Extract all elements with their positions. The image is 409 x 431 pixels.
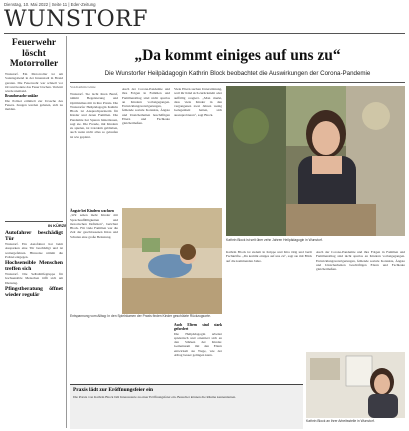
event-box-text [73,395,301,427]
briefs [5,229,63,429]
article-col-3 [174,87,222,205]
article-col-5-text: Die Heilpädagogin arbeitet spielerisch und orientiert sich an den Stärken der Kinder. Gemeinsam mit den Eltern entwickelt sie Wege, wie der Alltag besser gelingen kann. [174,331,222,357]
article-col-7-text: Auch der Corona-Pandemie und ihre Folgen in Familien und Familienalltag sind nicht spurlos an Kindern vorbeigegangen. Entwicklungsverzögerungen, fehlende soziale Kontakte, Ängste und Unsicherheiten beschäftigen Eltern und Fachleute gleichermaßen. [316,250,405,271]
section-label: IN KÜRZE [48,223,67,228]
main-subheadline: Die Wunstorfer Heilpädagogin Kathrin Block beobachtet die Auswirkungen der Corona-Pandemie [104,70,371,77]
event-box-body: Die Praxis von Kathrin Block lädt Interessierte zu einer Eröffnungsfeier ein. Besucher können die Räume kennenlernen. [73,395,237,399]
portrait-photo [226,86,405,236]
sidebar-subhead: Brandursache unklar [5,94,39,99]
article-col-6-text: Kathrin Block ist zudem in Krippe und Kita tätig und berät Fachkräfte. „Da kommt einiges auf uns zu“, sagt sie mit Blick auf die kommenden Jahre. [226,250,312,263]
office-photo-graphic [306,352,405,418]
article-col-7 [316,250,405,350]
child-photo-graphic [122,208,222,314]
article-col-5 [174,322,222,382]
article-col-4-text: „Wir sehen mehr Kinder mit Sprachauffälligkeiten und motorischen Defiziten“, berichtet Block. Für viele Familien war die Zeit der geschlossenen Kitas und Schulen eine große Belastung. [70,213,118,239]
article-col-1-text: Wunstorf. Sie lacht ihren Beruf, nimmt Begeisterung und Optimismus mit in ihre Praxis. Die Wunstorfer Heilpädagogin Kathrin Block ist Ansprechpartnerin für Kinder und deren Familien. Die Pandemie hat Spuren hinterlassen, sagt sie. Die Freude, mit Kindern zu spielen, ist trotzdem geblieben, auch wenn nicht alles so gelaufen ist wie geplant. [70,92,118,139]
brief-1-body: Wunstorf. Ein Autofahrer hat beim Ausparken eine Tür beschädigt und ist weitergefahren. Hinweise nimmt die Polizei entgegen. [5,242,63,259]
caption-bottom: Kathrin Block an ihrer Arbeitsstelle in Wunstorf. [306,419,375,423]
sidebar-rule [5,221,63,222]
byline: Von Kathrin Götze [70,85,96,89]
event-box-title: Praxis lädt zur Eröffnungsfeier ein [73,387,154,393]
sidebar-article [5,72,63,196]
brief-3-title: Pfingstberatung öffnet wieder regulär [5,285,63,298]
caption-middle: Entspannung vom Alltag: In den Spielräumen der Praxis finden Kinder geschützte Rückzugsorte. [70,314,211,318]
masthead: WUNSTORF [4,7,149,32]
article-col-4 [70,208,118,312]
caption-top: Kathrin Block ist seit über zehn Jahren Heilpädagogin in Wunstorf. [226,238,323,242]
child-photo [122,208,222,314]
subhead-2: Auch Eltern sind stark gefordert [174,323,222,332]
sidebar-body-2: Die Polizei ermittelt zur Ursache des Feuers. Zeugen werden gebeten, sich zu melden. [5,98,63,111]
portrait-photo-graphic [226,86,405,236]
subhead-1: Ängste bei Kindern wachsen [70,209,114,213]
dateline: Dienstag, 10. Mai 2022 | Seite 11 | Eder-Zeitung [4,2,96,7]
article-col-1 [70,92,118,205]
sidebar-body: Wunstorf. Ein Motorroller ist am Sonntagabend in der Innenstadt in Brand geraten. Die Feuerwehr war schnell vor Ort und konnte das Feuer löschen. Verletzt wurde niemand. [5,72,63,93]
article-col-6 [226,250,312,350]
brief-1-title: Autofahrer beschädigt Tür [5,230,63,242]
brief-2-body: Wunstorf. Die Selbsthilfegruppe für hochsensible Menschen trifft sich am Dienstag. [5,272,63,285]
office-photo [306,352,405,418]
article-col-2-text: Auch der Corona-Pandemie und ihre Folgen in Familien und Familienalltag sind nicht spurlos an Kindern vorbeigegangen. Entwicklungsverzögerungen, fehlende soziale Kontakte, Ängste und Unsicherheiten beschäftigen Eltern und Fachleute gleichermaßen. [122,87,170,125]
brief-2-title: Hochsensible Menschen treffen sich [5,260,63,272]
column-divider [66,36,67,428]
article-col-2 [122,87,170,205]
main-headline: „Da kommt einiges auf uns zu“ [134,47,341,64]
headline-rule [70,82,405,83]
sidebar-headline: Feuerwehr löscht Motorroller [9,38,59,69]
article-col-3-text: Viele Eltern suchen Unterstützung, weil ihr Kind sich zurückzieht oder auffällig reagiert. „Man merkt, dass viele Kinder in den vergangenen zwei Jahren wenig Gelegenheit hatten, sich auszuprobieren“, sagt Block. [174,87,222,117]
masthead-rule [4,33,405,34]
